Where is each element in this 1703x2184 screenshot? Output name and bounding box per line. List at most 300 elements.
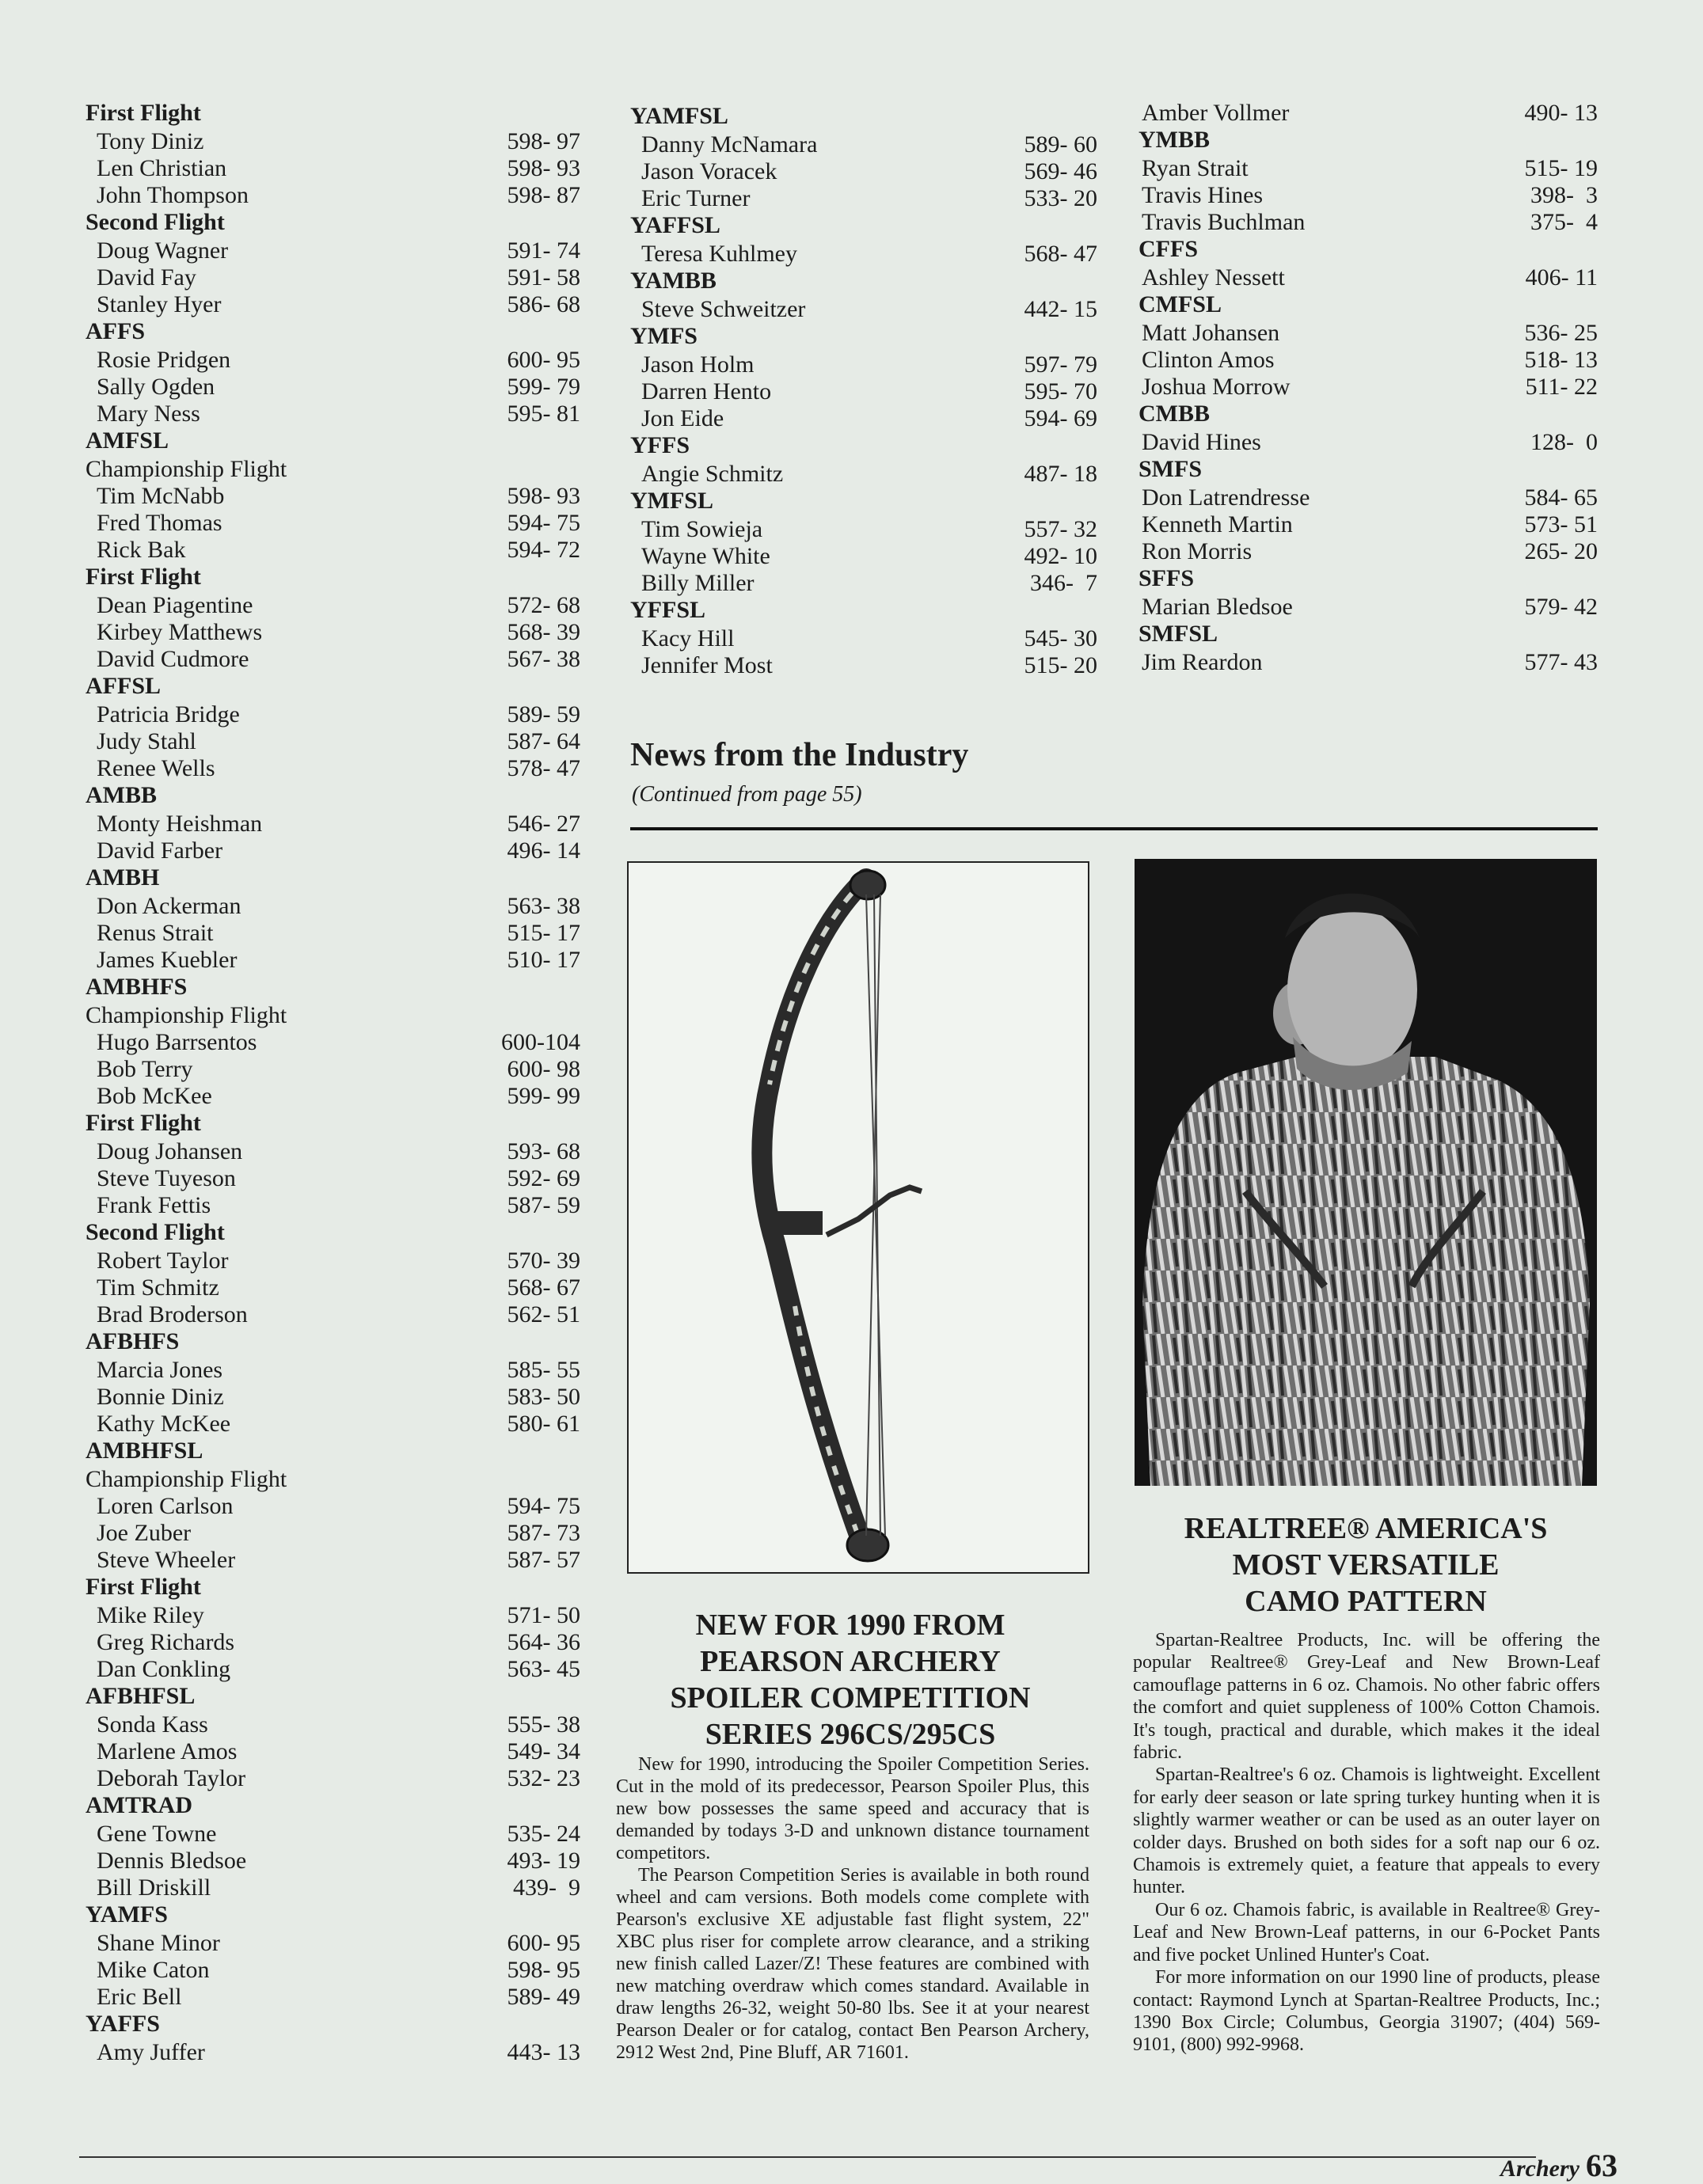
archer-score: 600- 98 — [507, 1056, 580, 1082]
archer-score: 443- 13 — [507, 2039, 580, 2065]
archer-score: 557- 32 — [1024, 516, 1097, 542]
result-row — [86, 483, 580, 510]
result-row — [86, 619, 580, 646]
archer-score: 600- 95 — [507, 1930, 580, 1956]
result-row — [86, 1547, 580, 1574]
division-header: First Flight — [86, 100, 201, 126]
archer-score: 597- 79 — [1024, 351, 1097, 378]
article-paragraph: New for 1990, introducing the Spoiler Competition Series. Cut in the mold of its predecessor, Pearson Spoiler Plus, this new bow possesses the same speed and accuracy that is demanded by todays 3-D and unknown distance tournament competitors. — [616, 1754, 1089, 1863]
archer-name: Darren Hento — [641, 378, 772, 405]
result-row — [630, 296, 1097, 323]
archer-score: 563- 45 — [507, 1656, 580, 1682]
archer-score: 579- 42 — [1524, 594, 1598, 620]
archer-score: 562- 51 — [507, 1301, 580, 1327]
result-row — [1139, 209, 1598, 236]
division-header: YFFS — [630, 432, 690, 458]
archer-name: Kacy Hill — [641, 625, 735, 651]
archer-score: 493- 19 — [507, 1848, 580, 1874]
archer-score: 510- 17 — [507, 947, 580, 973]
archer-score: 570- 39 — [507, 1248, 580, 1274]
result-row — [86, 1602, 580, 1629]
division-header: AMBB — [86, 782, 157, 808]
archer-name: Kirbey Matthews — [97, 619, 263, 645]
archer-name: Mike Caton — [97, 1957, 210, 1983]
archer-score: 439- 9 — [513, 1874, 580, 1901]
archer-score: 587- 59 — [507, 1192, 580, 1218]
result-row — [1139, 347, 1598, 374]
result-row — [630, 351, 1097, 378]
division-header: AFBHFS — [86, 1328, 180, 1354]
archer-name: Tim Schmitz — [97, 1274, 219, 1301]
section-divider — [630, 827, 1598, 830]
archer-score: 587- 73 — [507, 1520, 580, 1546]
page-footer — [1500, 2147, 1617, 2184]
archer-score: 490- 13 — [1524, 100, 1598, 126]
compound-bow-illustration — [629, 863, 1088, 1572]
result-row — [86, 1301, 580, 1328]
division-header: AMBH — [86, 864, 160, 891]
result-row — [86, 1357, 580, 1384]
result-row — [86, 128, 580, 155]
archer-name: Kenneth Martin — [1142, 511, 1293, 537]
archer-score: 265- 20 — [1524, 538, 1598, 564]
article-paragraph: The Pearson Competition Series is available in both round wheel and cam versions. Both models come complete with Pearson's exclusive XE adjustable fast flight system, 22" XBC plus riser for complete arrow clearance, and a striking new finish called Lazer/Z! These features are combined with new matching overdraw which comes standard. Available in draw lengths 26-32, weight 50-80 lbs. See it at your nearest Pearson Dealer or for catalog, contact Ben Pearson Archery, 2912 West 2nd, Pine Bluff, AR 71601. — [616, 1865, 1089, 2063]
result-row — [86, 592, 580, 619]
archer-name: Dean Piagentine — [97, 592, 253, 618]
archer-name: Joshua Morrow — [1142, 374, 1291, 400]
archer-name: Jim Reardon — [1142, 649, 1263, 675]
archer-score: 515- 17 — [507, 920, 580, 946]
archer-score: 564- 36 — [507, 1629, 580, 1655]
archer-score: 592- 69 — [507, 1165, 580, 1191]
realtree-article-body — [1133, 1629, 1600, 2057]
hunter-camo-photo — [1135, 859, 1597, 1486]
result-row — [86, 1029, 580, 1056]
archer-score: 598- 97 — [507, 128, 580, 154]
division-header: YFFSL — [630, 597, 706, 623]
article-paragraph: Spartan-Realtree Products, Inc. will be offering the popular Realtree® Grey-Leaf and New Brown-Leaf camouflage patterns in 6 oz. Chamois. No other fabric offers the comfort and quiet suppleness of 100% Cotton Chamois. It's tough, practical and durable, which makes it the ideal fabric. — [1133, 1630, 1600, 1764]
result-row — [86, 1957, 580, 1984]
archer-name: Rosie Pridgen — [97, 347, 231, 373]
result-row — [86, 920, 580, 947]
archer-name: David Cudmore — [97, 646, 249, 672]
archer-name: Bonnie Diniz — [97, 1384, 224, 1410]
archer-score: 549- 34 — [507, 1738, 580, 1764]
result-row — [1139, 374, 1598, 401]
division-header: CMBB — [1139, 401, 1210, 427]
division-header: YMBB — [1139, 127, 1210, 153]
result-row — [1139, 594, 1598, 621]
archer-name: Doug Johansen — [97, 1138, 243, 1164]
archer-score: 571- 50 — [507, 1602, 580, 1628]
archer-score: 572- 68 — [507, 592, 580, 618]
division-header: Second Flight — [86, 209, 225, 235]
result-row — [1139, 264, 1598, 291]
division-header: YAFFSL — [630, 212, 720, 238]
division-header: YAMBB — [630, 268, 717, 294]
archer-name: Hugo Barrsentos — [97, 1029, 257, 1055]
archer-score: 594- 75 — [507, 1493, 580, 1519]
result-row — [86, 155, 580, 182]
archer-name: Fred Thomas — [97, 510, 222, 536]
division-header: First Flight — [86, 1574, 201, 1600]
result-row — [86, 1274, 580, 1301]
archer-name: Danny McNamara — [641, 131, 818, 158]
archer-name: Wayne White — [641, 543, 770, 569]
division-header: SMFSL — [1139, 621, 1218, 647]
archer-name: Billy Miller — [641, 570, 755, 596]
archer-name: Monty Heishman — [97, 811, 263, 837]
result-row — [86, 1848, 580, 1874]
archer-name: Eric Turner — [641, 185, 751, 211]
archer-name: Steve Schweitzer — [641, 296, 806, 322]
archer-name: Amy Juffer — [97, 2039, 205, 2065]
division-header: YAMFS — [86, 1901, 168, 1928]
archer-name: Steve Tuyeson — [97, 1165, 236, 1191]
result-row — [86, 347, 580, 374]
archer-score: 595- 70 — [1024, 378, 1097, 405]
result-row — [86, 646, 580, 673]
archer-score: 600- 95 — [507, 347, 580, 373]
archer-score: 515- 20 — [1024, 652, 1097, 678]
flight-label: Championship Flight — [86, 456, 287, 482]
archer-score: 599- 99 — [507, 1083, 580, 1109]
result-row — [86, 1874, 580, 1901]
result-row — [1139, 484, 1598, 511]
archer-name: Don Ackerman — [97, 893, 241, 919]
result-row — [630, 516, 1097, 543]
result-row — [86, 537, 580, 564]
division-header: AFFSL — [86, 673, 162, 699]
archer-score: 533- 20 — [1024, 185, 1097, 211]
result-row — [1139, 429, 1598, 456]
division-header: SMFS — [1139, 456, 1203, 482]
archer-name: Jason Holm — [641, 351, 755, 378]
archer-name: Rick Bak — [97, 537, 186, 563]
archer-score: 589- 49 — [507, 1984, 580, 2010]
archer-name: Travis Buchlman — [1142, 209, 1306, 235]
result-row — [86, 838, 580, 864]
archer-score: 598- 93 — [507, 155, 580, 181]
result-row — [630, 625, 1097, 652]
archer-name: Dan Conkling — [97, 1656, 231, 1682]
division-header: First Flight — [86, 1110, 201, 1136]
division-header: YAFFS — [86, 2011, 160, 2037]
result-row — [86, 510, 580, 537]
result-row — [630, 543, 1097, 570]
archer-score: 568- 47 — [1024, 241, 1097, 267]
archer-name: David Hines — [1142, 429, 1261, 455]
archer-name: Ryan Strait — [1142, 155, 1249, 181]
results-column-1 — [86, 100, 580, 2066]
result-row — [86, 1821, 580, 1848]
result-row — [86, 401, 580, 427]
news-continued-note: (Continued from page 55) — [632, 782, 862, 807]
result-row — [86, 701, 580, 728]
archer-score: 535- 24 — [507, 1821, 580, 1847]
result-row — [630, 131, 1097, 158]
division-header: AFFS — [86, 318, 145, 344]
division-header: CMFSL — [1139, 291, 1222, 317]
archer-name: Mary Ness — [97, 401, 200, 427]
division-header: AMTRAD — [86, 1792, 192, 1818]
archer-name: Eric Bell — [97, 1984, 182, 2010]
archer-score: 587- 57 — [507, 1547, 580, 1573]
archer-name: Sonda Kass — [97, 1711, 208, 1738]
division-header: Second Flight — [86, 1219, 225, 1245]
archer-name: Teresa Kuhlmey — [641, 241, 797, 267]
archer-score: 586- 68 — [507, 291, 580, 317]
archer-name: John Thompson — [97, 182, 249, 208]
archer-score: 578- 47 — [507, 755, 580, 781]
archer-score: 600-104 — [501, 1029, 580, 1055]
result-row — [1139, 649, 1598, 676]
camo-jacket-figure — [1135, 859, 1597, 1486]
archer-name: Jon Eide — [641, 405, 724, 431]
archer-name: Jason Voracek — [641, 158, 777, 184]
news-section-title: News from the Industry — [630, 737, 969, 773]
result-row — [86, 264, 580, 291]
archer-score: 568- 67 — [507, 1274, 580, 1301]
result-row — [1139, 155, 1598, 182]
archer-score: 598- 87 — [507, 182, 580, 208]
archer-name: Jennifer Most — [641, 652, 773, 678]
realtree-headline-line: REALTREE® AMERICA'S — [1184, 1512, 1548, 1545]
archer-score: 567- 38 — [507, 646, 580, 672]
result-row — [86, 1711, 580, 1738]
flight-label: Championship Flight — [86, 1002, 287, 1028]
archer-name: Tony Diniz — [97, 128, 204, 154]
archer-name: Loren Carlson — [97, 1493, 234, 1519]
archer-name: Tim Sowieja — [641, 516, 763, 542]
archer-score: 589- 60 — [1024, 131, 1097, 158]
archer-name: Judy Stahl — [97, 728, 196, 754]
archer-name: Marian Bledsoe — [1142, 594, 1293, 620]
division-header: CFFS — [1139, 236, 1198, 262]
flight-label: Championship Flight — [86, 1466, 287, 1492]
result-row — [1139, 182, 1598, 209]
result-row — [630, 405, 1097, 432]
division-header: AFBHFSL — [86, 1683, 196, 1709]
archer-name: Bob Terry — [97, 1056, 193, 1082]
division-header: AMBHFS — [86, 974, 188, 1000]
result-row — [86, 1083, 580, 1110]
bow-photo — [627, 861, 1089, 1574]
archer-name: Don Latrendresse — [1142, 484, 1310, 511]
archer-name: Angie Schmitz — [641, 461, 784, 487]
result-row — [86, 1656, 580, 1683]
result-row — [86, 291, 580, 318]
division-header: AMBHFSL — [86, 1438, 203, 1464]
result-row — [86, 1192, 580, 1219]
result-row — [86, 1165, 580, 1192]
article-paragraph: For more information on our 1990 line of products, please contact: Raymond Lynch at Spartan-Realtree Products, Inc.; 1390 Box Circle; Columbus, Georgia 31907; (404) 569-9101, (800) 992-9968. — [1133, 1967, 1600, 2056]
result-row — [86, 2039, 580, 2066]
pearson-headline-line: NEW FOR 1990 FROM — [695, 1609, 1005, 1642]
result-row — [1139, 320, 1598, 347]
realtree-headline-line: MOST VERSATILE — [1232, 1548, 1500, 1582]
archer-name: Ron Morris — [1142, 538, 1253, 564]
result-row — [630, 652, 1097, 679]
archer-name: Steve Wheeler — [97, 1547, 236, 1573]
results-column-3 — [1139, 100, 1598, 676]
archer-score: 545- 30 — [1024, 625, 1097, 651]
archer-name: Bill Driskill — [97, 1874, 211, 1901]
archer-score: 375- 4 — [1530, 209, 1598, 235]
archer-score: 577- 43 — [1524, 649, 1598, 675]
archer-score: 589- 59 — [507, 701, 580, 727]
result-row — [86, 1384, 580, 1411]
archer-name: Shane Minor — [97, 1930, 220, 1956]
result-row — [86, 1984, 580, 2011]
archer-score: 595- 81 — [507, 401, 580, 427]
archer-score: 563- 38 — [507, 893, 580, 919]
archer-score: 487- 18 — [1024, 461, 1097, 487]
archer-name: David Farber — [97, 838, 223, 864]
result-row — [86, 1930, 580, 1957]
archer-score: 587- 64 — [507, 728, 580, 754]
archer-name: Renee Wells — [97, 755, 215, 781]
archer-name: Sally Ogden — [97, 374, 215, 400]
archer-score: 346- 7 — [1030, 570, 1097, 596]
division-header: AMFSL — [86, 427, 169, 454]
result-row — [630, 185, 1097, 212]
archer-score: 442- 15 — [1024, 296, 1097, 322]
archer-score: 580- 61 — [507, 1411, 580, 1437]
archer-name: Robert Taylor — [97, 1248, 229, 1274]
archer-name: Bob McKee — [97, 1083, 212, 1109]
result-row — [630, 158, 1097, 185]
division-header: YMFSL — [630, 488, 713, 514]
result-row — [86, 237, 580, 264]
result-row — [86, 893, 580, 920]
article-paragraph: Spartan-Realtree's 6 oz. Chamois is lightweight. Excellent for early deer season or late spring turkey hunting when it is slightly warmer weather or can be used as an outer layer on colder days. Brushed on both sides for a soft nap our 6 oz. Chamois is extremely quiet, a feature that appeals to every hunter. — [1133, 1764, 1600, 1898]
result-row — [86, 1411, 580, 1438]
article-paragraph: Our 6 oz. Chamois fabric, is available in Realtree® Grey-Leaf and New Brown-Leaf patterns, in our 6-Pocket Pants and five pocket Unlined Hunter's Coat. — [1133, 1899, 1600, 1966]
archer-name: Stanley Hyer — [97, 291, 222, 317]
result-row — [630, 241, 1097, 268]
result-row — [630, 378, 1097, 405]
result-row — [86, 755, 580, 782]
archer-name: Joe Zuber — [97, 1520, 192, 1546]
archer-name: Dennis Bledsoe — [97, 1848, 247, 1874]
division-header: First Flight — [86, 564, 201, 590]
archer-name: Marcia Jones — [97, 1357, 223, 1383]
archer-score: 128- 0 — [1530, 429, 1598, 455]
archer-name: Amber Vollmer — [1142, 100, 1290, 126]
result-row — [1139, 538, 1598, 565]
archer-score: 591- 58 — [507, 264, 580, 291]
archer-name: Len Christian — [97, 155, 227, 181]
archer-score: 584- 65 — [1524, 484, 1598, 511]
result-row — [86, 1629, 580, 1656]
archer-score: 568- 39 — [507, 619, 580, 645]
archer-name: Ashley Nessett — [1142, 264, 1285, 291]
result-row — [86, 1493, 580, 1520]
realtree-headline-line: CAMO PATTERN — [1245, 1585, 1487, 1618]
archer-name: Tim McNabb — [97, 483, 225, 509]
archer-name: Kathy McKee — [97, 1411, 231, 1437]
result-row — [86, 728, 580, 755]
archer-name: Doug Wagner — [97, 237, 229, 264]
archer-name: Matt Johansen — [1142, 320, 1280, 346]
archer-score: 546- 27 — [507, 811, 580, 837]
result-row — [86, 947, 580, 974]
archer-name: Renus Strait — [97, 920, 214, 946]
pearson-headline-line: SPOILER COMPETITION — [670, 1681, 1031, 1715]
result-row — [1139, 511, 1598, 538]
pearson-article-body — [616, 1753, 1089, 2064]
archer-name: Travis Hines — [1142, 182, 1264, 208]
archer-name: Brad Broderson — [97, 1301, 248, 1327]
result-row — [86, 1056, 580, 1083]
result-row — [86, 1738, 580, 1765]
archer-name: Mike Riley — [97, 1602, 204, 1628]
result-row — [86, 374, 580, 401]
archer-score: 599- 79 — [507, 374, 580, 400]
result-row — [86, 811, 580, 838]
archer-score: 585- 55 — [507, 1357, 580, 1383]
archer-score: 398- 3 — [1530, 182, 1598, 208]
result-row — [86, 1138, 580, 1165]
archer-name: Clinton Amos — [1142, 347, 1275, 373]
archer-score: 406- 11 — [1525, 264, 1598, 291]
pearson-headline-line: SERIES 296CS/295CS — [705, 1718, 996, 1751]
archer-score: 583- 50 — [507, 1384, 580, 1410]
archer-name: James Kuebler — [97, 947, 238, 973]
division-header: YMFS — [630, 323, 698, 349]
archer-score: 496- 14 — [507, 838, 580, 864]
result-row — [86, 182, 580, 209]
archer-score: 573- 51 — [1524, 511, 1598, 537]
archer-name: David Fay — [97, 264, 196, 291]
result-row — [86, 1248, 580, 1274]
division-header: SFFS — [1139, 565, 1195, 591]
division-header: YAMFSL — [630, 103, 728, 129]
archer-score: 536- 25 — [1524, 320, 1598, 346]
result-row — [630, 570, 1097, 597]
footer-rule — [79, 2156, 1536, 2158]
archer-score: 594- 75 — [507, 510, 580, 536]
realtree-headline — [1128, 1510, 1603, 1620]
magazine-name: Archery — [1500, 2156, 1579, 2182]
pearson-headline-line: PEARSON ARCHERY — [700, 1645, 1001, 1678]
archer-score: 515- 19 — [1524, 155, 1598, 181]
archer-score: 555- 38 — [507, 1711, 580, 1738]
archer-name: Marlene Amos — [97, 1738, 238, 1764]
archer-name: Patricia Bridge — [97, 701, 240, 727]
result-row — [86, 1520, 580, 1547]
archer-score: 598- 95 — [507, 1957, 580, 1983]
archer-score: 492- 10 — [1024, 543, 1097, 569]
archer-score: 594- 72 — [507, 537, 580, 563]
archer-name: Frank Fettis — [97, 1192, 211, 1218]
archer-score: 569- 46 — [1024, 158, 1097, 184]
archer-name: Greg Richards — [97, 1629, 235, 1655]
archer-score: 591- 74 — [507, 237, 580, 264]
archer-score: 532- 23 — [507, 1765, 580, 1791]
archer-score: 593- 68 — [507, 1138, 580, 1164]
result-row — [86, 1765, 580, 1792]
archer-score: 518- 13 — [1524, 347, 1598, 373]
archer-name: Gene Towne — [97, 1821, 217, 1847]
archer-score: 511- 22 — [1525, 374, 1598, 400]
page-number: 63 — [1586, 2148, 1617, 2183]
results-column-2 — [630, 103, 1097, 679]
archer-name: Deborah Taylor — [97, 1765, 246, 1791]
result-row — [1139, 100, 1598, 127]
archer-score: 594- 69 — [1024, 405, 1097, 431]
